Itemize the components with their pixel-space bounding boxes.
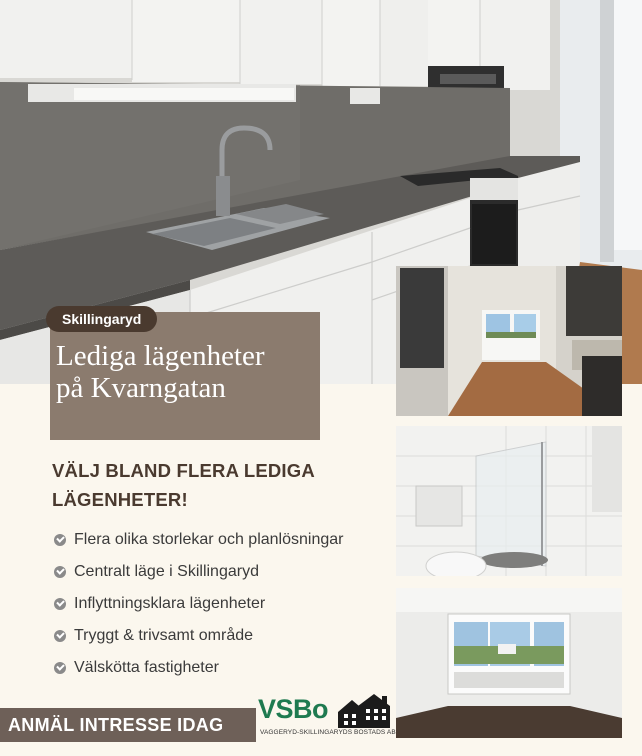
list-item: [54, 588, 394, 620]
check-circle-icon: [54, 598, 66, 610]
list-item: [54, 620, 394, 652]
page-title: [56, 340, 318, 404]
location-tag: Skillingaryd: [46, 306, 157, 332]
title-line-1: Lediga lägenheter: [56, 340, 265, 372]
register-interest-button[interactable]: ANMÄL INTRESSE IDAG: [0, 708, 256, 742]
headline-line-2: LÄGENHETER!: [52, 489, 188, 510]
feature-label: Tryggt & trivsamt område: [74, 627, 254, 644]
headline: [52, 456, 382, 514]
vsbo-logo: [258, 694, 396, 744]
bathroom-photo: [396, 426, 622, 576]
logo-subtitle: VAGGERYD-SKILLINGARYDS BOSTADS AB: [260, 729, 396, 736]
check-circle-icon: [54, 566, 66, 578]
house-logo-icon: [338, 694, 394, 728]
feature-label: Flera olika storlekar och planlösningar: [74, 531, 344, 548]
check-circle-icon: [54, 662, 66, 674]
feature-list: [54, 524, 394, 684]
feature-label: Centralt läge i Skillingaryd: [74, 563, 259, 580]
logo-name: VSBo: [258, 694, 329, 724]
check-circle-icon: [54, 630, 66, 642]
list-item: [54, 652, 394, 684]
list-item: [54, 556, 394, 588]
title-line-2: på Kvarngatan: [56, 372, 226, 404]
headline-line-1: VÄLJ BLAND FLERA LEDIGA: [52, 460, 315, 481]
feature-label: Inflyttningsklara lägenheter: [74, 595, 266, 612]
living-room-photo: [396, 266, 622, 416]
list-item: [54, 524, 394, 556]
bedroom-photo: [396, 588, 622, 738]
feature-label: Välskötta fastigheter: [74, 659, 219, 676]
check-circle-icon: [54, 534, 66, 546]
